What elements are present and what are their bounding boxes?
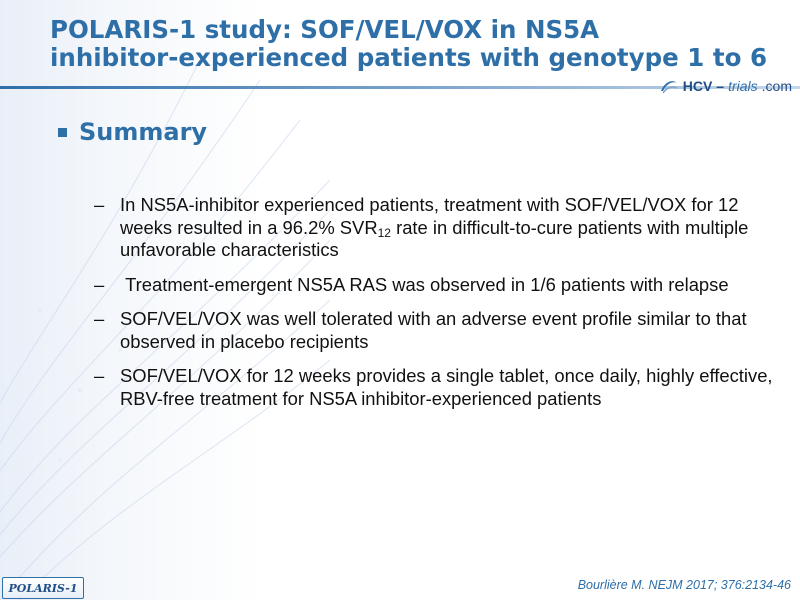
bullet-text: SOF/VEL/VOX was well tolerated with an adverse event profile similar to that observed in placebo recipients [120,308,747,352]
subscript: 12 [377,225,391,240]
logo-separator: – [716,78,725,94]
title-line-2: inhibitor-experienced patients with genotype 1 to 6 [50,43,767,72]
bullet-text-part: rate in difficult-to-cure patients with multiple unfavorable characteristics [120,216,749,260]
list-item [94,308,774,353]
section-heading-label: Summary [79,118,208,146]
dash-bullet: – [94,365,105,386]
list-item [94,274,774,297]
study-tab-label: POLARIS-1 [2,577,84,599]
bullet-text-part: In NS5A-inhibitor experienced patients, treatment with SOF/VEL/VOX for 12 weeks resulted in a 96.2% SVR [120,194,739,238]
bullet-text [120,194,774,262]
bullet-text: SOF/VEL/VOX for 12 weeks provides a single tablet, once daily, highly effective, RBV-free treatment for NS5A inhibitor-experienced patients [120,365,773,409]
logo-swirl-icon [659,77,679,95]
list-item [94,194,774,262]
summary-bullet-list [94,194,774,422]
dash-bullet: – [94,273,105,295]
section-heading [58,118,207,146]
dash-bullet: – [94,194,105,215]
title-line-1: POLARIS-1 study: SOF/VEL/VOX in NS5A [50,15,600,44]
logo-brand: HCV [682,78,713,94]
logo-domain: .com [761,78,792,94]
bullet-text: Treatment-emergent NS5A RAS was observed in 1/6 patients with relapse [120,273,729,295]
citation-reference: Bourlière M. NEJM 2017; 376:2134-46 [577,578,791,592]
hcv-trials-logo [659,74,792,98]
slide-title [50,16,790,72]
square-bullet-icon [58,128,67,137]
dash-bullet: – [94,308,105,329]
list-item [94,365,774,410]
logo-trials: trials [728,78,758,94]
